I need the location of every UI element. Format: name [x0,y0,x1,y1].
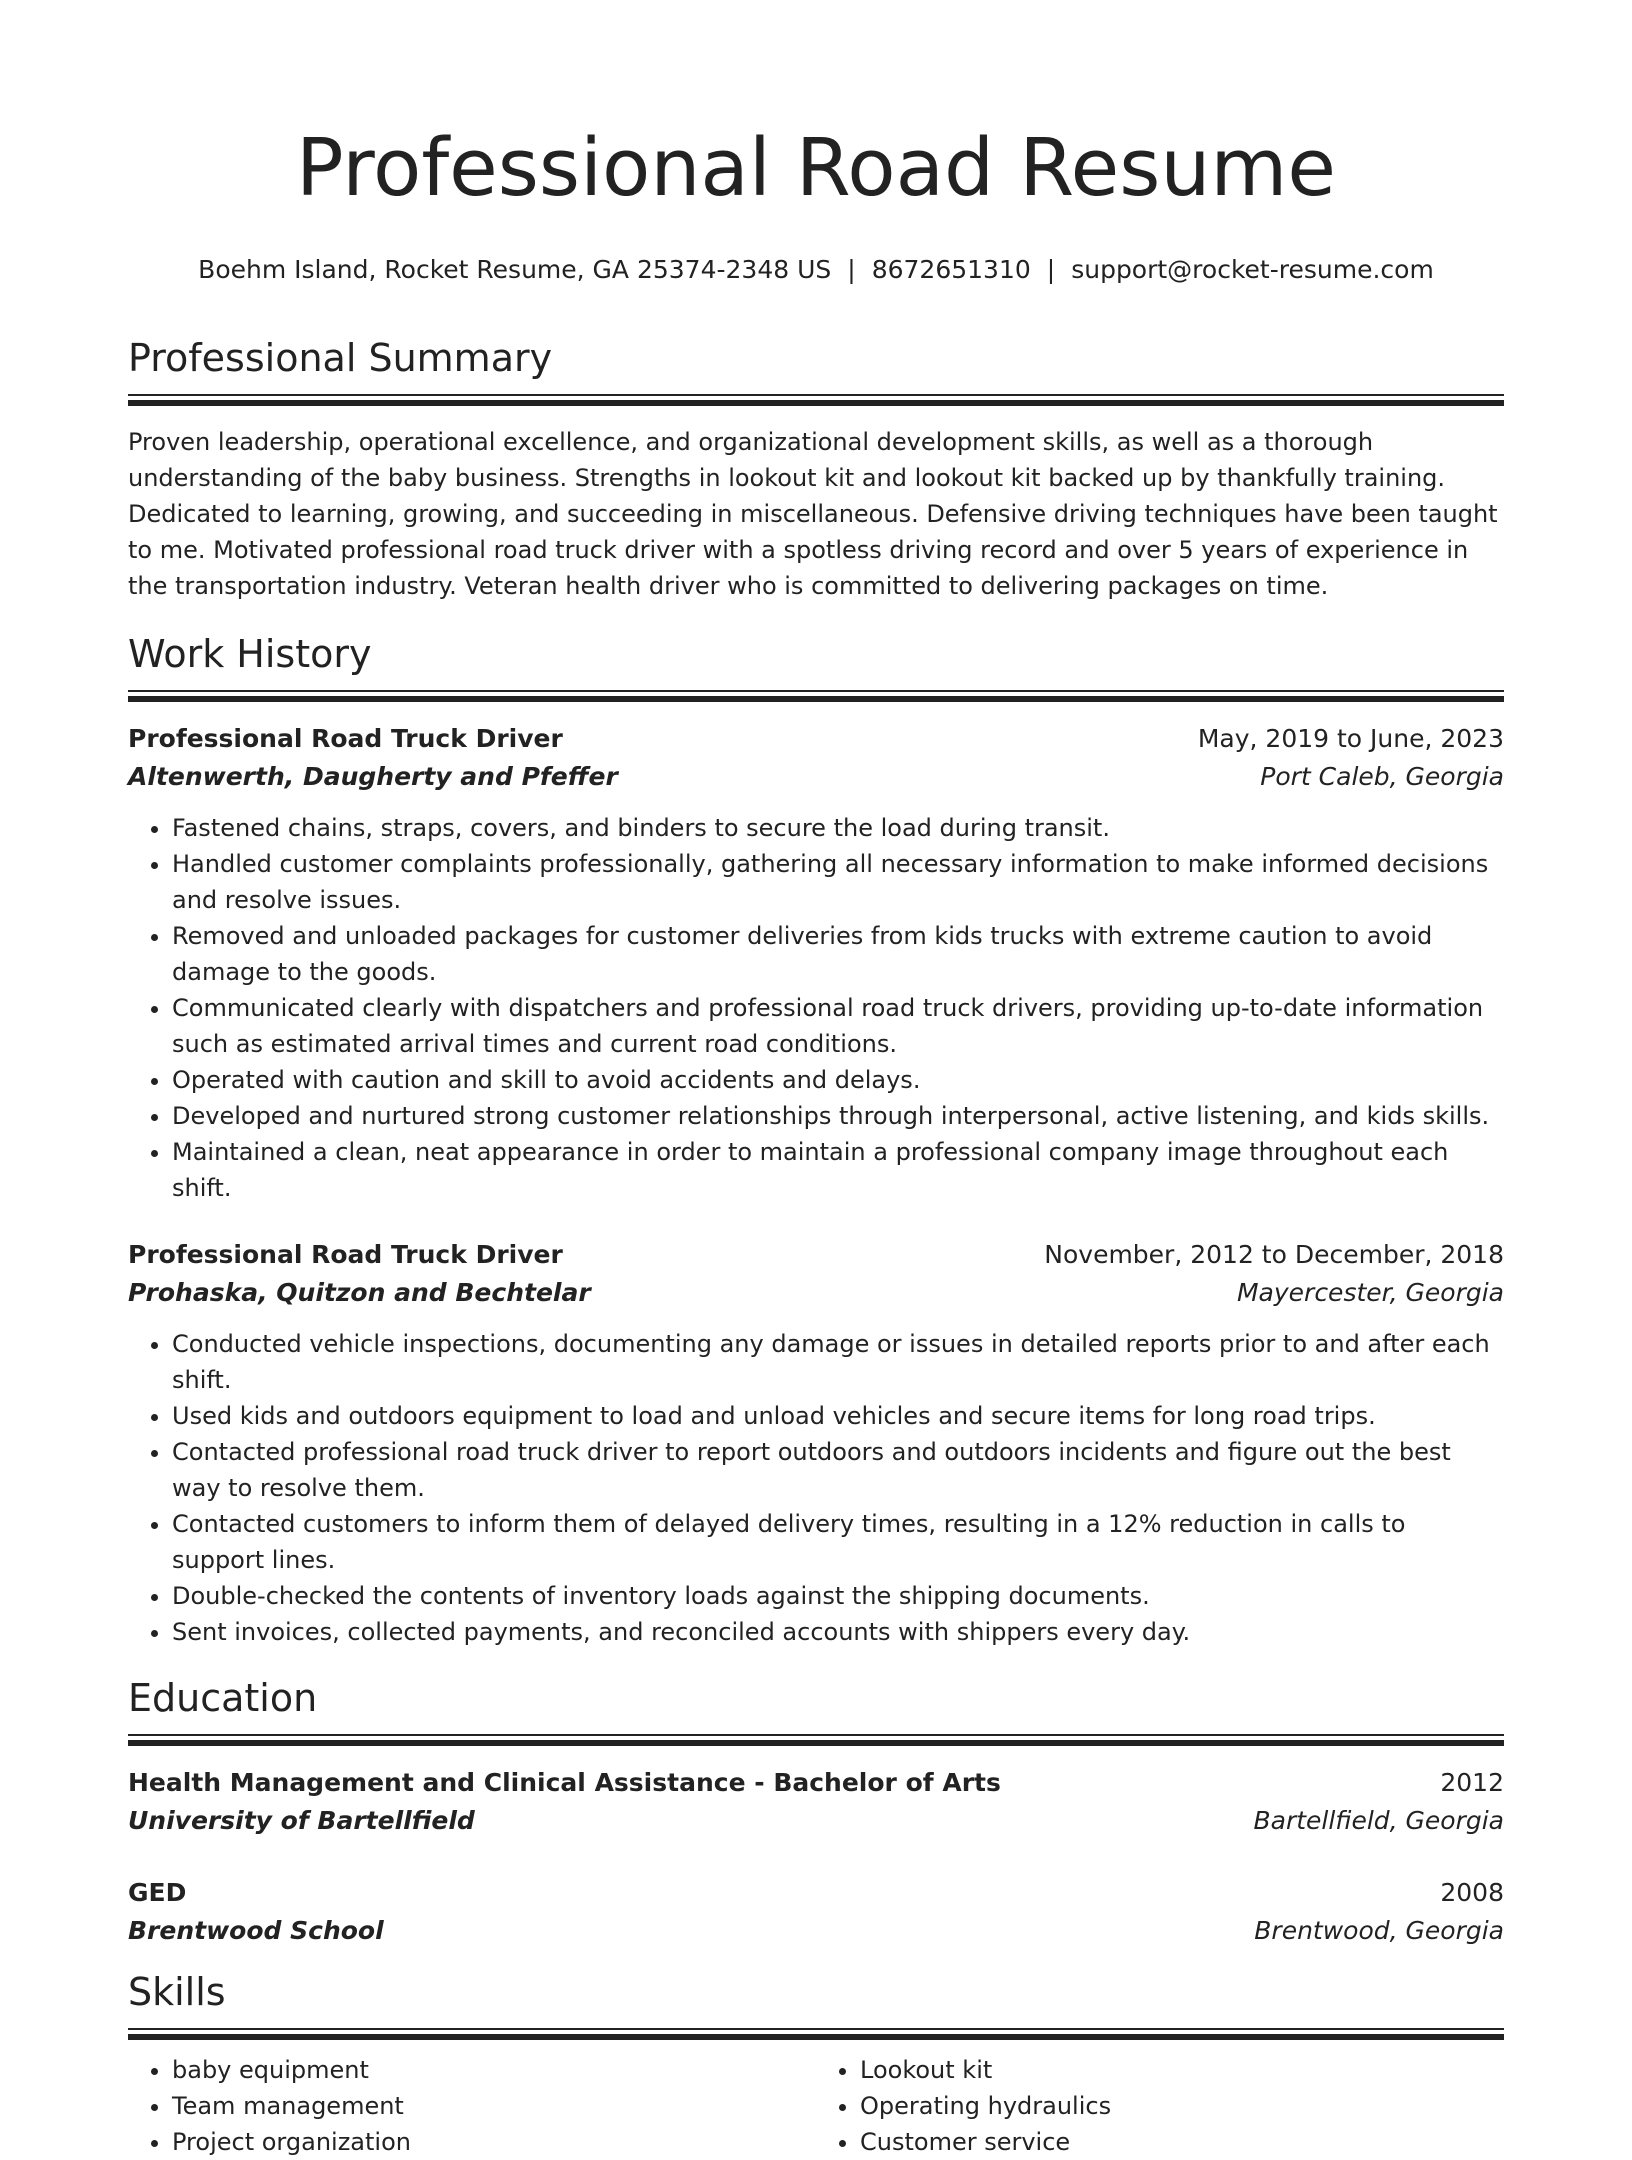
job-header [128,720,1504,758]
skill-item: • Team management [172,2088,816,2124]
job-duty: • Handled customer complaints professionally, gathering all necessary information to make informed decisions and resolve issues. [172,846,1504,918]
job-duty: • Double-checked the contents of inventory loads against the shipping documents. [172,1578,1504,1614]
skill-item: • Customer service [860,2124,1504,2160]
job-location: Port Caleb, Georgia [1260,762,1504,791]
school-name: University of Bartellfield [128,1806,475,1835]
education-header [128,1764,1504,1802]
job-subheader [128,1274,1504,1312]
skills-list-right [816,2052,1504,2160]
section-divider [128,394,1504,406]
job-duty: • Conducted vehicle inspections, documenting any damage or issues in detailed reports prior to and after each shift. [172,1326,1504,1398]
job-company: Altenwerth, Daugherty and Pfeffer [128,762,618,791]
job-duty: • Sent invoices, collected payments, and reconciled accounts with shippers every day. [172,1614,1504,1650]
contact-phone: 8672651310 [871,255,1031,284]
job-duty: • Maintained a clean, neat appearance in order to maintain a professional company image throughout each shift. [172,1134,1504,1206]
job-entry [128,720,1504,1206]
skill-item: • Project organization [172,2124,816,2160]
job-duty: • Fastened chains, straps, covers, and binders to secure the load during transit. [172,810,1504,846]
job-dates: November, 2012 to December, 2018 [1044,1240,1504,1269]
job-company: Prohaska, Quitzon and Bechtelar [128,1278,591,1307]
job-dates: May, 2019 to June, 2023 [1197,724,1504,753]
job-title: Professional Road Truck Driver [128,1240,563,1269]
graduation-year: 2012 [1440,1768,1504,1797]
section-divider [128,2028,1504,2040]
job-duties-list [128,1326,1504,1650]
job-duty: • Developed and nurtured strong customer relationships through interpersonal, active listening, and kids skills. [172,1098,1504,1134]
summary-heading: Professional Summary [128,336,553,380]
job-duty: • Operated with caution and skill to avoid accidents and delays. [172,1062,1504,1098]
skill-item: • Operating hydraulics [860,2088,1504,2124]
job-duty: • Contacted customers to inform them of delayed delivery times, resulting in a 12% reduction in calls to support lines. [172,1506,1504,1578]
skills-grid [128,2052,1504,2160]
school-name: Brentwood School [128,1916,384,1945]
skills-heading: Skills [128,1970,226,2014]
job-duty: • Removed and unloaded packages for customer deliveries from kids trucks with extreme caution to avoid damage to the goods. [172,918,1504,990]
section-divider [128,1734,1504,1746]
skill-item: • baby equipment [172,2052,816,2088]
contact-email: support@rocket-resume.com [1071,255,1434,284]
graduation-year: 2008 [1440,1878,1504,1907]
job-duties-list [128,810,1504,1206]
contact-address: Boehm Island, Rocket Resume, GA 25374-2348 US [198,255,832,284]
job-location: Mayercester, Georgia [1236,1278,1504,1307]
skills-list-left [128,2052,816,2160]
section-divider [128,690,1504,702]
job-title: Professional Road Truck Driver [128,724,563,753]
contact-separator: | [1046,255,1056,284]
skill-item: • Lookout kit [860,2052,1504,2088]
school-location: Brentwood, Georgia [1254,1916,1504,1945]
resume-name: Professional Road Resume [296,122,1336,214]
skills-section [128,1970,1504,2160]
job-duty: • Contacted professional road truck driver to report outdoors and outdoors incidents and figure out the best way to resolve them. [172,1434,1504,1506]
degree-name: Health Management and Clinical Assistance - Bachelor of Arts [128,1768,1001,1797]
education-header [128,1874,1504,1912]
degree-name: GED [128,1878,187,1907]
job-header [128,1236,1504,1274]
job-entry [128,1236,1504,1650]
work-history-section [128,632,1504,1650]
job-subheader [128,758,1504,796]
education-entry [128,1874,1504,1950]
summary-text: Proven leadership, operational excellence, and organizational development skills, as well as a thorough understanding of the baby business. Strengths in lookout kit and lookout kit backed up by thankfully training. Dedicated to learning, growing, and succeeding in miscellaneous. Defensive driving techniques have been taught to me. Motivated professional road truck driver with a spotless driving record and over 5 years of experience in the transportation industry. Veteran health driver who is committed to delivering packages on time. [128,428,1498,600]
work-history-heading: Work History [128,632,372,676]
contact-line [128,252,1504,288]
education-section [128,1676,1504,1950]
education-subheader [128,1912,1504,1950]
contact-separator: | [847,255,856,284]
job-duty: • Communicated clearly with dispatchers and professional road truck drivers, providing up-to-date information such as estimated arrival times and current road conditions. [172,990,1504,1062]
education-heading: Education [128,1676,318,1720]
education-subheader [128,1802,1504,1840]
summary-section [128,336,1504,604]
school-location: Bartellfield, Georgia [1253,1806,1504,1835]
education-entry [128,1764,1504,1840]
job-duty: • Used kids and outdoors equipment to load and unload vehicles and secure items for long road trips. [172,1398,1504,1434]
